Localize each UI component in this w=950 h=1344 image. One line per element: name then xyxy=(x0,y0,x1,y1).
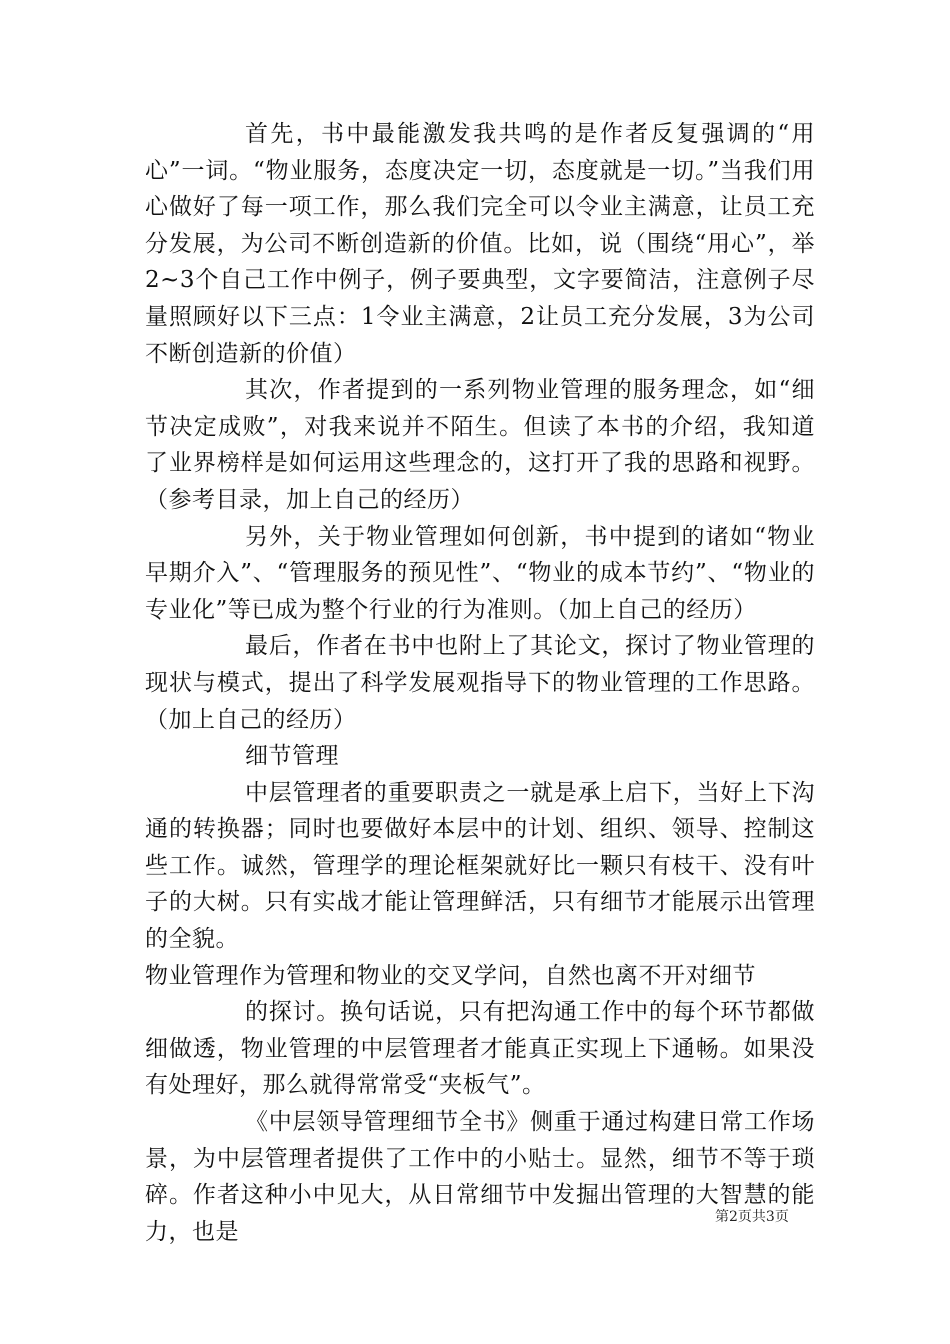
section-heading: 细节管理 xyxy=(245,743,339,770)
paragraph-firstly: 首先，书中最能激发我共鸣的是作者反复强调的“用心”一词。“物业服务，态度决定一切，态度就是一切。”当我们用心做好了每一项工作，那么我们完全可以令业主满意，让员工充分发展，为公司不断创造新的价值。比如，说（围绕“用心”，举2~3个自己工作中例子，例子要典型，文字要简洁，注意例子尽量照顾好以下三点：1令业主满意，2让员工充分发展，3为公司不断创造新的价值） xyxy=(145,121,815,367)
paragraph-finally: 最后，作者在书中也附上了其论文，探讨了物业管理的现状与模式，提出了科学发展观指导下的物业管理的工作思路。（加上自己的经历） xyxy=(145,633,815,733)
document-body xyxy=(145,116,815,1250)
paragraph-discussion: 的探讨。换句话说，只有把沟通工作中的每个环节都做细做透，物业管理的中层管理者才能真正实现上下通畅。如果没有处理好，那么就得常常受“夹板气”。 xyxy=(145,999,815,1099)
page-number-footer: 第2页共3页 xyxy=(715,1209,789,1225)
paragraph-secondly: 其次，作者提到的一系列物业管理的服务理念，如“细节决定成败”，对我来说并不陌生。但读了本书的介绍，我知道了业界榜样是如何运用这些理念的，这打开了我的思路和视野。（参考目录，加上自己的经历） xyxy=(145,377,815,513)
paragraph-book: 《中层领导管理细节全书》侧重于通过构建日常工作场景，为中层管理者提供了工作中的小贴士。显然，细节不等于琐碎。作者这种小中见大，从日常细节中发掘出管理的大智慧的能力，也是 xyxy=(145,1109,815,1245)
paragraph-property-management: 物业管理作为管理和物业的交叉学问，自然也离不开对细节 xyxy=(145,962,756,989)
paragraph-middle-managers: 中层管理者的重要职责之一就是承上启下，当好上下沟通的转换器；同时也要做好本层中的计划、组织、领导、控制这些工作。诚然，管理学的理论框架就好比一颗只有枝干、没有叶子的大树。只有实战才能让管理鲜活，只有细节才能展示出管理的全貌。 xyxy=(145,779,815,953)
paragraph-additionally: 另外，关于物业管理如何创新，书中提到的诸如“物业早期介入”、“管理服务的预见性”、“物业的成本节约”、“物业的专业化”等已成为整个行业的行为准则。（加上自己的经历） xyxy=(145,523,815,623)
